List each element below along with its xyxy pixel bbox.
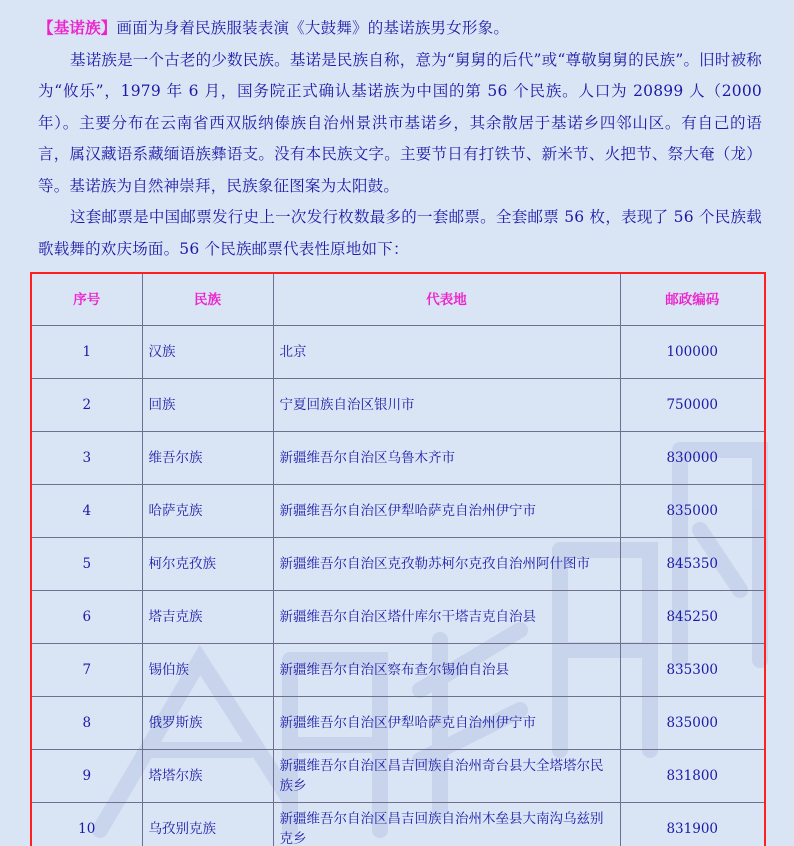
cell-ethnic: 哈萨克族 (142, 485, 273, 538)
cell-postcode: 831800 (620, 750, 765, 803)
cell-postcode: 831900 (620, 803, 765, 846)
stamp-origin-table (30, 272, 766, 846)
cell-ethnic: 俄罗斯族 (142, 697, 273, 750)
cell-place: 新疆维吾尔自治区克孜勒苏柯尔克孜自治州阿什图市 (273, 538, 620, 591)
cell-ethnic: 锡伯族 (142, 644, 273, 697)
cell-postcode: 845250 (620, 591, 765, 644)
table-row (31, 379, 765, 432)
header-no: 序号 (31, 273, 142, 326)
cell-postcode: 835000 (620, 485, 765, 538)
cell-no: 8 (31, 697, 142, 750)
cell-no: 7 (31, 644, 142, 697)
table-row (31, 644, 765, 697)
cell-place: 新疆维吾尔自治区昌吉回族自治州奇台县大全塔塔尔民族乡 (273, 750, 620, 803)
cell-ethnic: 回族 (142, 379, 273, 432)
ethnic-tag: 【基诺族】 (38, 18, 117, 37)
cell-place: 新疆维吾尔自治区伊犁哈萨克自治州伊宁市 (273, 485, 620, 538)
intro-paragraph-3: 这套邮票是中国邮票发行史上一次发行枚数最多的一套邮票。全套邮票 56 枚，表现了 56 个民族载歌载舞的欢庆场面。56 个民族邮票代表性原地如下： (38, 208, 762, 258)
table-row (31, 750, 765, 803)
header-ethnic: 民族 (142, 273, 273, 326)
cell-no: 2 (31, 379, 142, 432)
cell-postcode: 835300 (620, 644, 765, 697)
cell-place: 新疆维吾尔自治区乌鲁木齐市 (273, 432, 620, 485)
table-row (31, 538, 765, 591)
table-row (31, 697, 765, 750)
table-row (31, 591, 765, 644)
cell-postcode: 750000 (620, 379, 765, 432)
stamp-origin-table-container (30, 272, 764, 846)
intro-line-1: 画面为身着民族服装表演《大鼓舞》的基诺族男女形象。 (116, 19, 510, 37)
cell-no: 4 (31, 485, 142, 538)
cell-place: 新疆维吾尔自治区伊犁哈萨克自治州伊宁市 (273, 697, 620, 750)
intro-paragraph-2: 基诺族是一个古老的少数民族。基诺是民族自称，意为“舅舅的后代”或“尊敬舅舅的民族”。旧时被称为“攸乐”，1979 年 6 月，国务院正式确认基诺族为中国的第 56 个民族。人口为 20899 人（2000 年）。主要分布在云南省西双版纳傣族自治州景洪市基诺乡，其余散居于基诺乡四邻山区。有自己的语言，属汉藏语系藏缅语族彝语支。没有本民族文字。主要节日有打铁节、新米节、火把节、祭大奄（龙）等。基诺族为自然神崇拜，民族象征图案为太阳鼓。 (38, 50, 762, 195)
cell-postcode: 100000 (620, 326, 765, 379)
header-place: 代表地 (273, 273, 620, 326)
cell-place: 新疆维吾尔自治区昌吉回族自治州木垒县大南沟乌兹别克乡 (273, 803, 620, 846)
cell-ethnic: 维吾尔族 (142, 432, 273, 485)
table-row (31, 326, 765, 379)
table-header-row (31, 273, 765, 326)
intro-paragraph-1 (38, 12, 762, 45)
cell-place: 北京 (273, 326, 620, 379)
table-row (31, 432, 765, 485)
cell-place: 宁夏回族自治区银川市 (273, 379, 620, 432)
cell-postcode: 830000 (620, 432, 765, 485)
cell-ethnic: 汉族 (142, 326, 273, 379)
table-row (31, 803, 765, 846)
article-text (0, 0, 794, 265)
cell-ethnic: 塔吉克族 (142, 591, 273, 644)
cell-no: 9 (31, 750, 142, 803)
cell-no: 3 (31, 432, 142, 485)
cell-ethnic: 乌孜别克族 (142, 803, 273, 846)
header-postcode: 邮政编码 (620, 273, 765, 326)
cell-postcode: 845350 (620, 538, 765, 591)
cell-no: 5 (31, 538, 142, 591)
cell-ethnic: 塔塔尔族 (142, 750, 273, 803)
cell-ethnic: 柯尔克孜族 (142, 538, 273, 591)
cell-no: 1 (31, 326, 142, 379)
table-row (31, 485, 765, 538)
cell-place: 新疆维吾尔自治区塔什库尔干塔吉克自治县 (273, 591, 620, 644)
cell-no: 6 (31, 591, 142, 644)
cell-no: 10 (31, 803, 142, 846)
cell-place: 新疆维吾尔自治区察布查尔锡伯自治县 (273, 644, 620, 697)
cell-postcode: 835000 (620, 697, 765, 750)
